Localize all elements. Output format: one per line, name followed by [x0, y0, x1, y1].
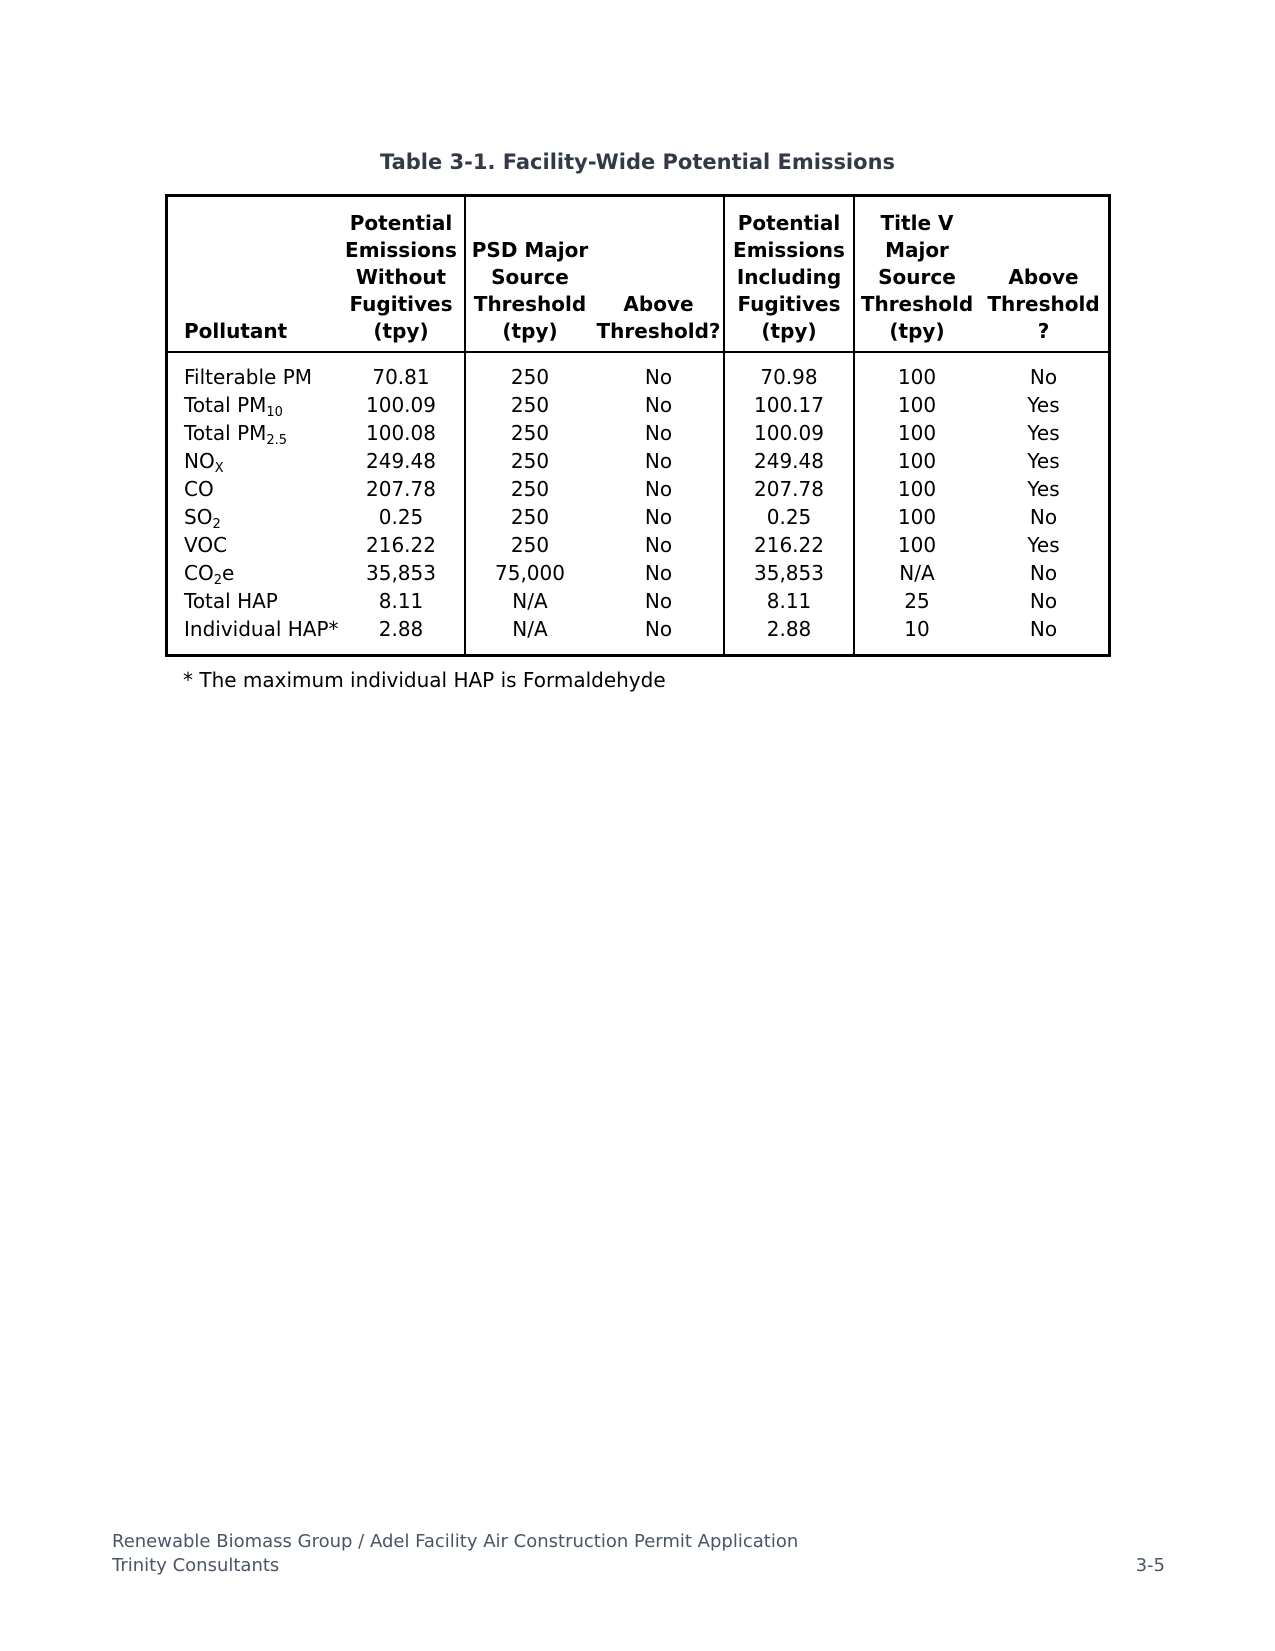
table-row [168, 447, 1108, 475]
cell-including-fugitives: 35,853 [754, 561, 824, 585]
cell-pollutant [168, 419, 338, 447]
cell-psd-above: No [644, 365, 673, 389]
cell-pollutant [168, 475, 338, 503]
cell-psd-threshold: 75,000 [495, 561, 565, 585]
cell-without-fugitives: 8.11 [378, 589, 424, 613]
cell-psd-threshold: 250 [510, 533, 550, 557]
cell-titlev-threshold: 100 [897, 533, 937, 557]
cell-psd-above: No [644, 617, 673, 641]
header-psd-threshold: PSD Major Source Threshold (tpy) [471, 238, 589, 343]
pollutant-name: Total PM [184, 393, 267, 417]
cell-pollutant [168, 391, 338, 419]
table-body [168, 363, 1108, 643]
table-row [168, 475, 1108, 503]
cell-titlev-above: No [1029, 589, 1058, 613]
header-including-fugitives: Potential Emissions Including Fugitives (tpy) [733, 211, 845, 343]
pollutant-name: VOC [184, 533, 228, 557]
cell-without-fugitives: 0.25 [378, 505, 424, 529]
cell-without-fugitives: 216.22 [366, 533, 436, 557]
table-footnote: * The maximum individual HAP is Formaldehyde [183, 668, 666, 692]
emissions-table [165, 194, 1111, 657]
cell-including-fugitives: 216.22 [754, 533, 824, 557]
cell-psd-threshold: N/A [512, 589, 548, 613]
cell-psd-above: No [644, 421, 673, 445]
table-row [168, 615, 1108, 643]
cell-titlev-threshold: N/A [899, 561, 935, 585]
cell-titlev-threshold: 100 [897, 421, 937, 445]
header-titlev-above: Above Threshold ? [987, 265, 1100, 343]
table-row [168, 391, 1108, 419]
header-pollutant: Pollutant [184, 319, 288, 343]
header-divider [168, 351, 1108, 353]
cell-titlev-above: Yes [1027, 393, 1060, 417]
table-row [168, 531, 1108, 559]
cell-titlev-threshold: 100 [897, 365, 937, 389]
cell-titlev-above: Yes [1027, 421, 1060, 445]
cell-pollutant [168, 559, 338, 587]
table-row [168, 503, 1108, 531]
cell-psd-threshold: 250 [510, 449, 550, 473]
pollutant-name: Total PM [184, 421, 267, 445]
cell-titlev-above: No [1029, 365, 1058, 389]
pollutant-subscript: 2 [213, 573, 222, 588]
cell-psd-threshold: 250 [510, 365, 550, 389]
cell-psd-threshold: 250 [510, 477, 550, 501]
table-row [168, 363, 1108, 391]
cell-including-fugitives: 100.09 [754, 421, 824, 445]
cell-including-fugitives: 0.25 [766, 505, 812, 529]
cell-psd-threshold: 250 [510, 421, 550, 445]
cell-titlev-above: Yes [1027, 477, 1060, 501]
pollutant-name: Individual HAP* [184, 617, 339, 641]
cell-including-fugitives: 70.98 [760, 365, 818, 389]
cell-psd-threshold: 250 [510, 393, 550, 417]
cell-without-fugitives: 100.09 [366, 393, 436, 417]
table-row [168, 559, 1108, 587]
cell-including-fugitives: 8.11 [766, 589, 812, 613]
cell-psd-above: No [644, 449, 673, 473]
cell-without-fugitives: 70.81 [372, 365, 430, 389]
cell-titlev-threshold: 100 [897, 449, 937, 473]
cell-without-fugitives: 100.08 [366, 421, 436, 445]
cell-pollutant [168, 531, 338, 559]
cell-titlev-above: Yes [1027, 533, 1060, 557]
cell-including-fugitives: 100.17 [754, 393, 824, 417]
table-title: Table 3-1. Facility-Wide Potential Emissions [379, 150, 896, 174]
pollutant-subscript: 2.5 [266, 433, 288, 448]
cell-psd-above: No [644, 589, 673, 613]
cell-titlev-above: Yes [1027, 449, 1060, 473]
header-without-fugitives: Potential Emissions Without Fugitives (tpy) [345, 211, 457, 343]
cell-pollutant [168, 587, 338, 615]
cell-titlev-threshold: 25 [904, 589, 930, 613]
cell-pollutant [168, 363, 338, 391]
cell-pollutant [168, 503, 338, 531]
pollutant-name: CO [184, 561, 214, 585]
pollutant-name: Total HAP [184, 589, 278, 613]
header-titlev-threshold: Title V Major Source Threshold (tpy) [860, 211, 974, 343]
cell-psd-above: No [644, 393, 673, 417]
footer-company: Trinity Consultants [112, 1555, 280, 1576]
pollutant-name: SO [184, 505, 213, 529]
pollutant-name: Filterable PM [184, 365, 313, 389]
cell-pollutant [168, 447, 338, 475]
cell-psd-above: No [644, 477, 673, 501]
cell-without-fugitives: 207.78 [366, 477, 436, 501]
cell-psd-threshold: 250 [510, 505, 550, 529]
cell-psd-above: No [644, 561, 673, 585]
page-footer [112, 1530, 798, 1578]
cell-pollutant [168, 615, 338, 643]
cell-titlev-threshold: 100 [897, 477, 937, 501]
cell-including-fugitives: 249.48 [754, 449, 824, 473]
cell-including-fugitives: 207.78 [754, 477, 824, 501]
cell-without-fugitives: 35,853 [366, 561, 436, 585]
cell-titlev-threshold: 100 [897, 505, 937, 529]
pollutant-subscript: 2 [212, 517, 221, 532]
cell-without-fugitives: 249.48 [366, 449, 436, 473]
cell-psd-above: No [644, 533, 673, 557]
table-row [168, 419, 1108, 447]
cell-titlev-above: No [1029, 505, 1058, 529]
cell-titlev-threshold: 100 [897, 393, 937, 417]
cell-including-fugitives: 2.88 [766, 617, 812, 641]
pollutant-subscript: X [214, 461, 224, 476]
cell-titlev-above: No [1029, 561, 1058, 585]
pollutant-name: NO [184, 449, 215, 473]
page-number: 3-5 [1135, 1555, 1165, 1576]
pollutant-subscript: 10 [266, 405, 283, 420]
cell-psd-above: No [644, 505, 673, 529]
cell-without-fugitives: 2.88 [378, 617, 424, 641]
pollutant-suffix: e [222, 561, 235, 585]
table-row [168, 587, 1108, 615]
cell-titlev-above: No [1029, 617, 1058, 641]
pollutant-name: CO [184, 477, 214, 501]
cell-titlev-threshold: 10 [904, 617, 930, 641]
header-psd-above: Above Threshold? [596, 292, 721, 343]
cell-psd-threshold: N/A [512, 617, 548, 641]
footer-document-title: Renewable Biomass Group / Adel Facility Air Construction Permit Application [112, 1531, 799, 1552]
